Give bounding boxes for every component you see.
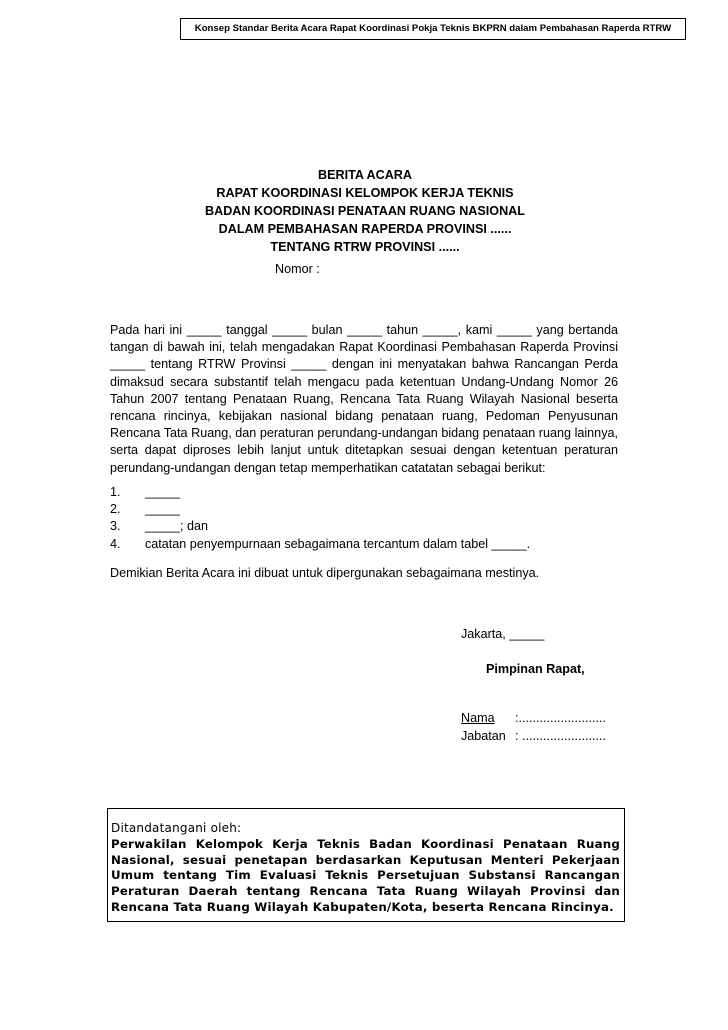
document-header bbox=[180, 18, 686, 40]
header-text: Konsep Standar Berita Acara Rapat Koordinasi Pokja Teknis BKPRN dalam Pembahasan Raperda RTRW bbox=[194, 23, 672, 34]
meeting-leader: Pimpinan Rapat, bbox=[486, 662, 585, 676]
title-line: RAPAT KOORDINASI KELOMPOK KERJA TEKNIS bbox=[216, 186, 514, 200]
place-date: Jakarta, _____ bbox=[461, 627, 545, 641]
signatory-description: Perwakilan Kelompok Kerja Teknis Badan Koordinasi Penataan Ruang Nasional, sesuai penetapan berdasarkan Keputusan Menteri Pekerjaan Umum tentang Tim Evaluasi Teknis Persetujuan Substansi Rancangan Peraturan Daerah tentang Rencana Tata Ruang Wilayah Provinsi dan Rencana Tata Ruang Wilayah Kabupaten/Kota, beserta Rencana Rincinya. bbox=[111, 836, 620, 914]
title-line: BADAN KOORDINASI PENATAAN RUANG NASIONAL bbox=[205, 204, 525, 218]
list-number: 2. bbox=[110, 502, 121, 517]
list-item bbox=[110, 518, 530, 535]
signatory-box bbox=[107, 808, 625, 922]
position-label: Jabatan bbox=[461, 729, 506, 743]
list-text: _____ bbox=[145, 485, 181, 499]
document-number: Nomor : bbox=[275, 262, 320, 276]
signatory-intro: Ditandatangani oleh: bbox=[111, 821, 242, 835]
notes-list bbox=[110, 484, 530, 553]
closing-statement: Demikian Berita Acara ini dibuat untuk dipergunakan sebagaimana mestinya. bbox=[110, 566, 540, 580]
list-number: 4. bbox=[110, 536, 121, 551]
list-item bbox=[110, 536, 530, 553]
title-line: DALAM PEMBAHASAN RAPERDA PROVINSI ...... bbox=[218, 222, 512, 236]
list-item bbox=[110, 484, 530, 501]
title-line: TENTANG RTRW PROVINSI ...... bbox=[270, 240, 460, 254]
list-text: _____ bbox=[145, 502, 181, 517]
list-item bbox=[110, 501, 530, 518]
name-row bbox=[461, 709, 606, 727]
position-row bbox=[461, 727, 606, 745]
list-text: _____; dan bbox=[145, 519, 209, 534]
title-line: BERITA ACARA bbox=[318, 168, 412, 182]
name-value: :......................... bbox=[515, 711, 606, 725]
name-label: Nama bbox=[461, 711, 495, 725]
list-text: catatan penyempurnaan sebagaimana tercantum dalam tabel _____. bbox=[145, 536, 531, 551]
body-paragraph: Pada hari ini _____ tanggal _____ bulan _____ tahun _____, kami _____ yang bertanda tangan di bawah ini, telah mengadakan Rapat Koordinasi Pembahasan Raperda Provinsi _____ tentang RTRW Provinsi _____ dengan ini menyatakan bahwa Rancangan Perda dimaksud secara substantif telah mengacu pada ketentuan Undang-Undang Nomor 26 Tahun 2007 tentang Penataan Ruang, Rencana Tata Ruang Wilayah Nasional beserta rencana rincinya, kebijakan nasional bidang penataan ruang, Pedoman Penyusunan Rencana Tata Ruang, dan peraturan perundang-undangan bidang penataan ruang lainnya, serta dapat diproses lebih lanjut untuk ditetapkan sesuai dengan ketentuan peraturan perundang-undangan dengan tetap memperhatikan catatatan sebagai berikut: bbox=[110, 323, 618, 475]
position-value: : ........................ bbox=[515, 729, 606, 743]
list-number: 1. bbox=[110, 485, 121, 499]
list-number: 3. bbox=[110, 519, 121, 534]
document-title bbox=[110, 166, 620, 256]
signature-block bbox=[461, 709, 606, 745]
